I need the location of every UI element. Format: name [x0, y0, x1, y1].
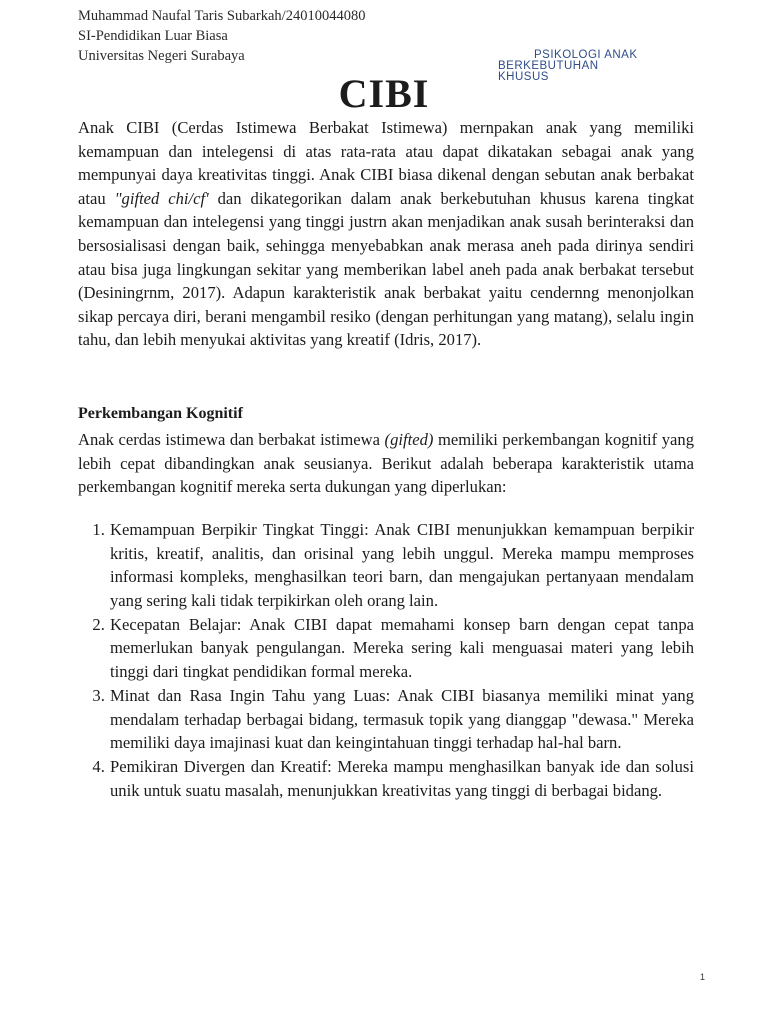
list-item: 1. Kemampuan Berpikir Tingkat Tinggi: Anak CIBI menunjukkan kemampuan berpikir kritis, kreatif, analitis, dan orisinal yang lebih unggul. Mereka mampu memproses informasi kompleks, menghasilkan teori barn, dan mengajukan pertanyaan mendalam yang sering kali tidak terpikirkan oleh orang lain.	[109, 518, 694, 612]
course-line-2: BERKEBUTUHAN	[498, 60, 599, 72]
section-paragraph	[78, 428, 694, 499]
intro-text-2: dan dikategorikan dalam anak berkebutuhan khusus karena tingkat kemampuan dan intelegensi yang tinggi justrn akan menjadikan anak susah berinteraksi dan bersosialisasi dengan baik, sehingga menyebabkan anak merasa aneh pada dirinya sendiri atau bisa juga lingkungan sekitar yang memberikan label aneh pada anak berbakat tersebut (Desiningrnm, 2017). Adapun karakteristik anak berbakat yaitu cendernng menonjolkan sikap percaya diri, berani mengambil resiko (dengan perhitungan yang matang), selalu ingin tahu, dan lebih menyukai aktivitas yang kreatif (Idris, 2017).	[78, 188, 694, 350]
intro-italic-term: "gifted chi/cf'	[114, 188, 209, 208]
list-item: 2. Kecepatan Belajar: Anak CIBI dapat memahami konsep barn dengan cepat tanpa memerlukan banyak pengulangan. Mereka sering kali menguasai materi yang lebih tinggi dari tingkat pendidikan formal mereka.	[109, 613, 694, 684]
section-italic-term: (gifted)	[384, 430, 434, 449]
intro-paragraph	[78, 116, 694, 352]
course-line-3: KHUSUS	[498, 71, 549, 83]
author-name: Muhammad Naufal Taris Subarkah/24010044080	[78, 8, 366, 24]
intro-text-1: Anak CIBI (Cerdas Istimewa Berbakat Istimewa) mernpakan anak yang memiliki kemampuan dan intelegensi di atas rata-rata atau dapat dikatakan sebagai anak yang mempunyai daya kreativitas tinggi. Anak CIBI biasa dikenal dengan sebutan anak berbakat atau	[78, 118, 694, 208]
course-line-1: PSIKOLOGI ANAK	[534, 49, 638, 61]
section-heading: Perkembangan Kognitif	[78, 405, 243, 422]
study-program: SI-Pendidikan Luar Biasa	[78, 28, 228, 44]
section-text-2: memiliki perkembangan kognitif yang lebih cepat dibandingkan anak seusianya. Berikut adalah beberapa karakteristik utama perkembangan kognitif mereka serta dukungan yang diperlukan:	[78, 430, 694, 497]
section-text-1: Anak cerdas istimewa dan berbakat istimewa	[78, 430, 385, 449]
list-item: 4. Pemikiran Divergen dan Kreatif: Mereka mampu menghasilkan banyak ide dan solusi unik untuk suatu masalah, menunjukkan kreativitas yang tinggi di berbagai bidang.	[109, 755, 694, 802]
list-item: 3. Minat dan Rasa Ingin Tahu yang Luas: Anak CIBI biasanya memiliki minat yang mendalam terhadap berbagai bidang, termasuk topik yang dianggap "dewasa." Mereka memiliki daya imajinasi kuat dan keingintahuan tinggi terhadap hal-hal barn.	[109, 684, 694, 755]
page-number: 1	[700, 972, 706, 982]
author-block	[78, 6, 365, 66]
page-title: CIBI	[338, 71, 430, 116]
university: Universitas Negeri Surabaya	[78, 48, 245, 64]
characteristics-list	[78, 518, 694, 803]
